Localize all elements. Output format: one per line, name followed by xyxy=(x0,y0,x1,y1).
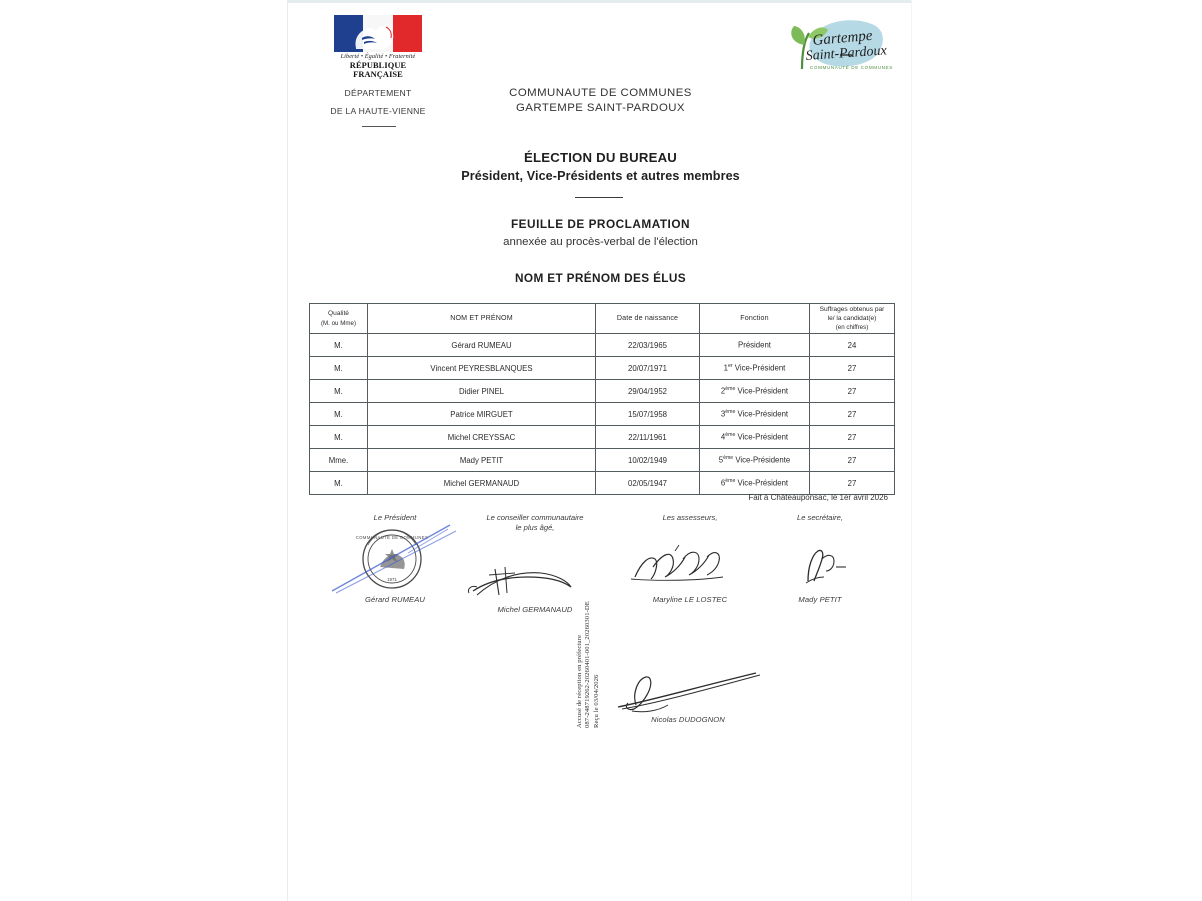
fonction-label: Vice-Président xyxy=(735,478,789,488)
marianne-profile-icon xyxy=(348,18,408,50)
fonction-label: Vice-Présidente xyxy=(733,455,791,465)
prefecture-receipt-stamp xyxy=(576,558,601,728)
department-line-2: DE LA HAUTE-VIENNE xyxy=(330,106,426,116)
sheet-title: FEUILLE DE PROCLAMATION xyxy=(510,217,691,231)
fonction-ordinal-suffix: ème xyxy=(725,386,736,393)
intercommunality-name xyxy=(288,86,913,115)
cc-name-line-1: COMMUNAUTE DE COMMUNES xyxy=(509,87,692,99)
cell-fonction xyxy=(700,403,810,426)
cell-suffrages: 27 xyxy=(810,472,895,495)
signature-block-dudognon xyxy=(588,665,788,724)
document-page xyxy=(287,0,912,901)
cell-suffrages: 27 xyxy=(810,403,895,426)
signature-block-assesseurs xyxy=(615,513,765,604)
signature-name-assesseurs: Maryline LE LOSTEC xyxy=(652,595,728,604)
fonction-label: Président xyxy=(738,340,771,350)
french-flag-icon xyxy=(334,15,422,52)
dudognon-signature-mark xyxy=(588,665,788,715)
cell-date-naissance: 10/02/1949 xyxy=(596,449,700,472)
stamp-line-1: Accusé de réception en préfecture xyxy=(576,635,583,728)
fonction-ordinal-number: 1 xyxy=(723,363,728,373)
table-row xyxy=(310,403,895,426)
cell-date-naissance: 22/03/1965 xyxy=(596,334,700,357)
fonction-ordinal-suffix: ème xyxy=(725,478,736,485)
column-header-fonction: Fonction xyxy=(700,304,810,334)
fonction-ordinal-number: 3 xyxy=(720,409,726,419)
page-title: ÉLECTION DU BUREAU xyxy=(523,150,678,165)
cell-qualite: Mme. xyxy=(310,449,368,472)
fonction-label: Vice-Président xyxy=(732,363,786,373)
cell-nom-prenom: Vincent PEYRESBLANQUES xyxy=(368,357,596,380)
page-subtitle: Président, Vice-Présidents et autres membres xyxy=(461,169,740,183)
cell-suffrages: 27 xyxy=(810,449,895,472)
signature-role-conseiller-line-1: Le conseiller communautaire xyxy=(486,513,584,522)
cell-nom-prenom: Gérard RUMEAU xyxy=(368,334,596,357)
fonction-ordinal-suffix: ème xyxy=(725,432,736,439)
signature-role-assesseurs: Les assesseurs, xyxy=(662,513,718,522)
cell-date-naissance: 20/07/1971 xyxy=(596,357,700,380)
leaf-left xyxy=(791,26,805,45)
signature-name-president: Gérard RUMEAU xyxy=(365,595,425,604)
table-row xyxy=(310,380,895,403)
table-header xyxy=(310,304,895,334)
table-body xyxy=(310,334,895,495)
table-row xyxy=(310,334,895,357)
cell-qualite: M. xyxy=(310,334,368,357)
cell-qualite: M. xyxy=(310,403,368,426)
logo-script-line-2: Saint-Pardoux xyxy=(805,43,888,64)
signature-role-conseiller-line-2: le plus âgé, xyxy=(515,523,555,532)
assesseurs-signature-mark xyxy=(615,523,765,595)
place-and-date: Fait à Châteauponsac, le 1er avril 2026 xyxy=(748,493,888,502)
table-header-row xyxy=(310,304,895,334)
fonction-label: Vice-Président xyxy=(735,409,789,419)
cell-suffrages: 27 xyxy=(810,380,895,403)
table-row xyxy=(310,472,895,495)
republic-motto: Liberté • Égalité • Fraternité xyxy=(340,53,416,60)
stamp-line-3: Reçu le 03/04/2026 xyxy=(592,674,600,728)
table-row xyxy=(310,426,895,449)
fonction-label: Vice-Président xyxy=(735,386,789,396)
signature-name-conseiller: Michel GERMANAUD xyxy=(497,605,573,614)
column-header-date-naissance: Date de naissance xyxy=(596,304,700,334)
department-line-1: DÉPARTEMENT xyxy=(344,88,412,98)
cell-fonction xyxy=(700,449,810,472)
col-qualite-line-2: (M. ou Mme) xyxy=(320,319,357,327)
signature-name-secretaire: Mady PETIT xyxy=(798,595,842,604)
logo-subtitle: COMMUNAUTÉ DE COMMUNES xyxy=(810,65,893,70)
fonction-ordinal-suffix: er xyxy=(727,363,733,370)
svg-text:1971: 1971 xyxy=(386,577,398,582)
column-header-qualite xyxy=(310,304,368,334)
fonction-ordinal-suffix: ème xyxy=(723,455,734,462)
cell-nom-prenom: Michel GERMANAUD xyxy=(368,472,596,495)
table-row xyxy=(310,357,895,380)
cell-nom-prenom: Patrice MIRGUET xyxy=(368,403,596,426)
cell-qualite: M. xyxy=(310,426,368,449)
cell-nom-prenom: Michel CREYSSAC xyxy=(368,426,596,449)
department-divider xyxy=(362,126,396,127)
cell-suffrages: 27 xyxy=(810,426,895,449)
cell-nom-prenom: Didier PINEL xyxy=(368,380,596,403)
cell-qualite: M. xyxy=(310,472,368,495)
fonction-ordinal-number: 6 xyxy=(720,478,726,488)
fonction-ordinal-number: 4 xyxy=(720,432,726,442)
secretaire-signature-mark xyxy=(750,523,890,595)
cell-suffrages: 27 xyxy=(810,357,895,380)
column-header-nom-prenom: NOM ET PRÉNOM xyxy=(368,304,596,334)
fonction-label: Vice-Président xyxy=(735,432,789,442)
cc-name-line-2: GARTEMPE SAINT-PARDOUX xyxy=(516,101,685,114)
cell-fonction xyxy=(700,334,810,357)
elected-members-table xyxy=(309,303,895,495)
cell-date-naissance: 02/05/1947 xyxy=(596,472,700,495)
signature-block-secretaire xyxy=(750,513,890,604)
fonction-ordinal-number: 5 xyxy=(718,455,724,465)
column-header-suffrages xyxy=(810,304,895,334)
logo-script-line-1: Gartempe xyxy=(811,27,874,49)
fonction-ordinal-number: 2 xyxy=(720,386,726,396)
svg-text:COMMUNAUTE DE COMMUNES: COMMUNAUTE DE COMMUNES xyxy=(355,535,429,540)
col-suffrages-line-1: Suffrages obtenus par xyxy=(819,305,885,313)
cell-fonction xyxy=(700,380,810,403)
cell-date-naissance: 29/04/1952 xyxy=(596,380,700,403)
sheet-subtitle: annexée au procès-verbal de l'élection xyxy=(503,236,698,248)
title-divider xyxy=(575,197,623,198)
stamp-line-2: 087-248719262-20260401-001_20260301-DE xyxy=(584,601,592,728)
col-suffrages-line-3: (en chiffres) xyxy=(835,324,869,332)
cell-suffrages: 24 xyxy=(810,334,895,357)
gartempe-saint-pardoux-logo xyxy=(780,11,895,81)
table-row xyxy=(310,449,895,472)
cell-fonction xyxy=(700,426,810,449)
cell-nom-prenom: Mady PETIT xyxy=(368,449,596,472)
signature-block-president xyxy=(330,513,460,604)
cell-fonction xyxy=(700,357,810,380)
signature-role-secretaire: Le secrétaire, xyxy=(796,513,843,522)
president-seal-and-signature xyxy=(330,523,460,595)
col-qualite-line-1: Qualité xyxy=(328,310,349,318)
signature-role-president: Le Président xyxy=(373,513,417,522)
cell-date-naissance: 22/11/1961 xyxy=(596,426,700,449)
cell-fonction xyxy=(700,472,810,495)
republic-label: RÉPUBLIQUE FRANÇAISE xyxy=(349,61,407,79)
cell-qualite: M. xyxy=(310,380,368,403)
signature-name-dudognon: Nicolas DUDOGNON xyxy=(651,715,725,724)
fonction-ordinal-suffix: ème xyxy=(725,409,736,416)
cell-qualite: M. xyxy=(310,357,368,380)
col-suffrages-line-2: le/ la candidat(e) xyxy=(827,314,877,322)
cell-date-naissance: 15/07/1958 xyxy=(596,403,700,426)
section-title: NOM ET PRÉNOM DES ÉLUS xyxy=(515,271,686,285)
